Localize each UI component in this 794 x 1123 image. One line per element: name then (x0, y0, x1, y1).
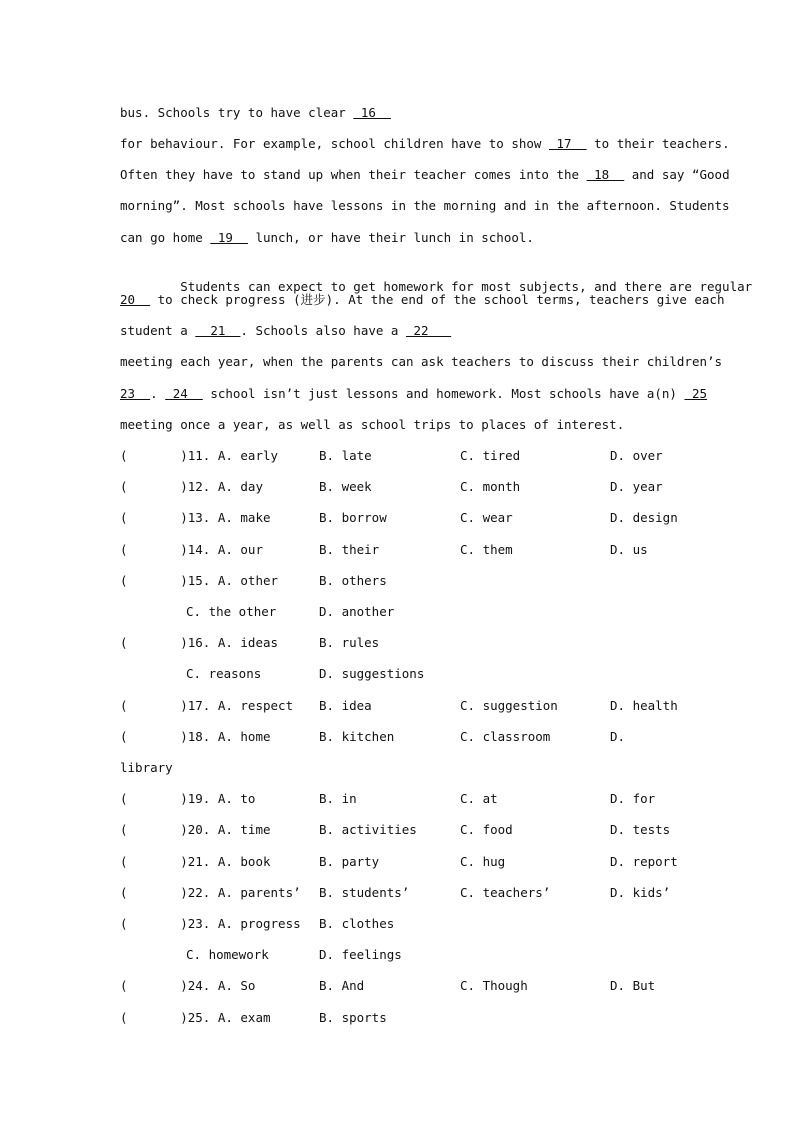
option-b: B. others (319, 573, 387, 588)
option-c: C. them (460, 542, 513, 557)
option-d: D. over (610, 448, 663, 463)
passage-line-4: morning”. Most schools have lessons in the morning and in the afternoon. Students (120, 198, 730, 213)
option-b: B. late (319, 448, 372, 463)
passage-line-10: 23 . 24 school isn’t just lessons and homework. Most schools have a(n) 25 (120, 386, 708, 401)
passage-line-1: bus. Schools try to have clear 16 (120, 105, 391, 120)
option-c: C. reasons (186, 666, 262, 681)
question-22: ( )22. A. parents’ (120, 885, 301, 900)
option-b: B. party (319, 854, 380, 869)
question-12: ( )12. A. day (120, 479, 263, 494)
option-c: C. food (460, 822, 513, 837)
blank-16: 16 (353, 105, 391, 120)
passage-line-2: for behaviour. For example, school children have to show 17 to their teachers. (120, 136, 730, 151)
option-c: C. the other (186, 604, 277, 619)
option-c: C. at (460, 791, 498, 806)
option-d: D. suggestions (319, 666, 425, 681)
question-13: ( )13. A. make (120, 510, 271, 525)
option-d-wrap: library (120, 760, 173, 775)
option-b: B. week (319, 479, 372, 494)
option-d: D. feelings (319, 947, 402, 962)
question-18: ( )18. A. home (120, 729, 271, 744)
option-c: C. teachers’ (460, 885, 551, 900)
option-b: B. activities (319, 822, 417, 837)
passage-line-3: Often they have to stand up when their teacher comes into the 18 and say “Good (120, 167, 730, 182)
passage-line-8: student a 21 . Schools also have a 22 (120, 323, 452, 338)
option-d: D. kids’ (610, 885, 671, 900)
blank-21: 21 (195, 323, 241, 338)
passage-line-6: Students can expect to get homework for most subjects, and there are regular (150, 279, 753, 294)
blank-17: 17 (548, 136, 587, 151)
blank-20: 20 (120, 292, 151, 307)
question-25: ( )25. A. exam (120, 1010, 271, 1025)
question-19: ( )19. A. to (120, 791, 256, 806)
option-d: D. design (610, 510, 678, 525)
option-c: C. month (460, 479, 521, 494)
option-b: B. borrow (319, 510, 387, 525)
question-23: ( )23. A. progress (120, 916, 301, 931)
option-b: B. rules (319, 635, 380, 650)
question-17: ( )17. A. respect (120, 698, 294, 713)
option-b: B. idea (319, 698, 372, 713)
option-b: B. And (319, 978, 365, 993)
question-24: ( )24. A. So (120, 978, 256, 993)
option-b: B. clothes (319, 916, 395, 931)
option-b: B. in (319, 791, 357, 806)
option-d: D. health (610, 698, 678, 713)
option-d: D. tests (610, 822, 671, 837)
option-d: D. us (610, 542, 648, 557)
question-16: ( )16. A. ideas (120, 635, 279, 650)
option-c: C. tired (460, 448, 521, 463)
blank-25: 25 (684, 386, 708, 401)
option-c: C. suggestion (460, 698, 558, 713)
blank-23: 23 (120, 386, 151, 401)
option-d: D. year (610, 479, 663, 494)
option-d: D. (610, 729, 626, 744)
option-c: C. Though (460, 978, 528, 993)
option-b: B. kitchen (319, 729, 395, 744)
option-c: C. hug (460, 854, 506, 869)
question-20: ( )20. A. time (120, 822, 271, 837)
option-c: C. homework (186, 947, 269, 962)
blank-18: 18 (586, 167, 625, 182)
option-d: D. another (319, 604, 395, 619)
option-c: C. wear (460, 510, 513, 525)
passage-line-7: 20 to check progress (进步). At the end of the school terms, teachers give each (120, 292, 725, 307)
option-c: C. classroom (460, 729, 551, 744)
option-d: D. report (610, 854, 678, 869)
option-b: B. sports (319, 1010, 387, 1025)
passage-line-11: meeting once a year, as well as school trips to places of interest. (120, 417, 625, 432)
option-b: B. their (319, 542, 380, 557)
option-b: B. students’ (319, 885, 410, 900)
question-14: ( )14. A. our (120, 542, 263, 557)
option-d: D. for (610, 791, 656, 806)
question-11: ( )11. A. early (120, 448, 279, 463)
passage-line-9: meeting each year, when the parents can ask teachers to discuss their children’s (120, 354, 723, 369)
blank-24: 24 (165, 386, 203, 401)
question-21: ( )21. A. book (120, 854, 271, 869)
blank-19: 19 (210, 230, 248, 245)
passage-line-5: can go home 19 lunch, or have their lunch in school. (120, 230, 534, 245)
blank-22: 22 (406, 323, 452, 338)
question-15: ( )15. A. other (120, 573, 279, 588)
option-d: D. But (610, 978, 656, 993)
